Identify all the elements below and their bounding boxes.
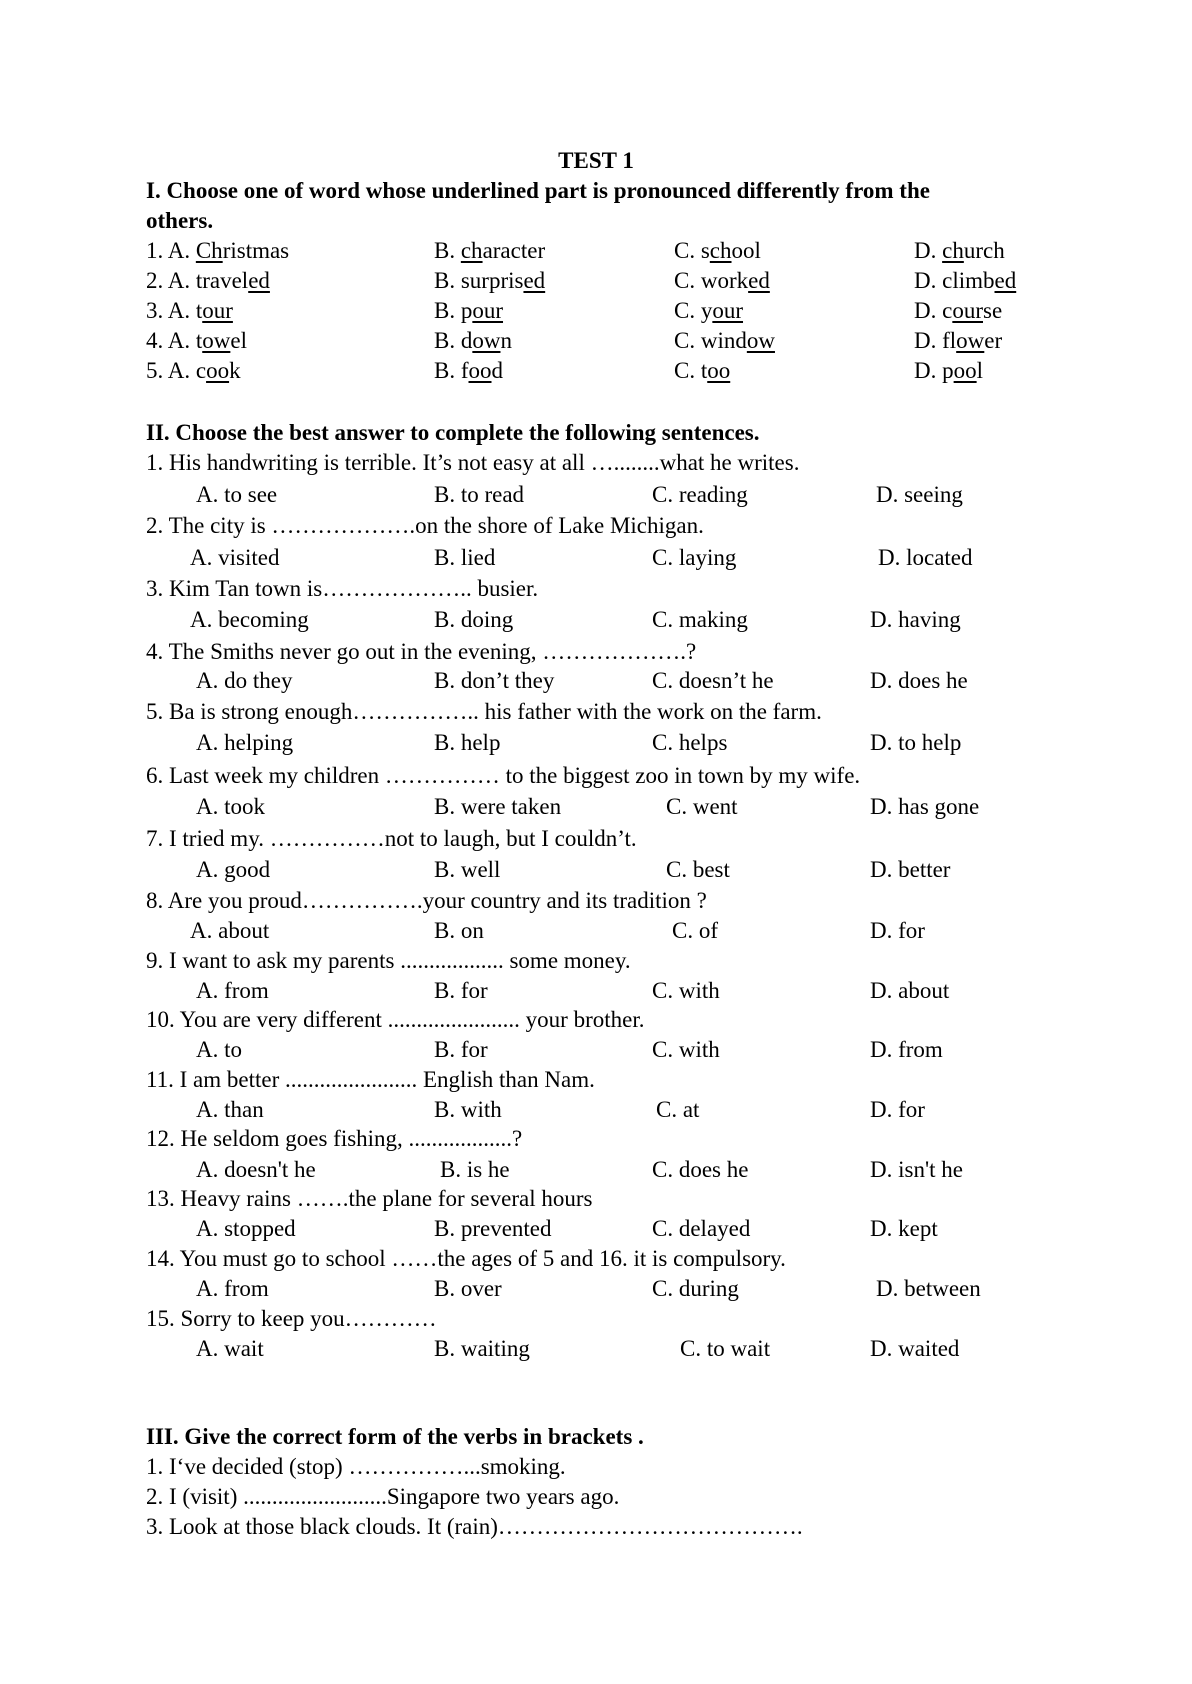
answer-option: B. help (434, 730, 501, 755)
pronunciation-option (914, 356, 983, 386)
answer-option: C. doesn’t he (652, 668, 774, 693)
answer-option: C. helps (652, 730, 728, 755)
underlined-part: Ch (195, 238, 223, 263)
answer-option: B. for (434, 1037, 488, 1062)
underlined-part: ow (956, 328, 985, 353)
answer-option: B. don’t they (434, 668, 555, 693)
option-text: C. wind (674, 328, 747, 353)
answer-option: A. good (196, 857, 271, 882)
answer-option: D. better (870, 857, 951, 882)
pronunciation-option (146, 296, 233, 326)
option-text: k (229, 358, 241, 383)
answer-option: C. during (652, 1276, 739, 1301)
question-text: 8. Are you proud…………….your country and its tradition ? (146, 888, 707, 913)
option-text: C. work (674, 268, 749, 293)
option-text: el (230, 328, 247, 353)
answer-option: D. kept (870, 1216, 938, 1241)
option-text: B. surpris (434, 268, 524, 293)
underlined-part: ed (748, 268, 770, 293)
answer-option: C. with (652, 1037, 720, 1062)
option-text: D. c (914, 298, 953, 323)
answer-option: A. from (196, 978, 269, 1003)
option-text: l (976, 358, 984, 383)
option-text: 3. A. t (146, 298, 203, 323)
underlined-part: ow (202, 328, 231, 353)
pronunciation-option (146, 356, 241, 386)
option-text: 5. A. c (146, 358, 207, 383)
option-text: D. p (914, 358, 954, 383)
underlined-part: ow (472, 328, 501, 353)
option-text: D. climb (914, 268, 995, 293)
answer-option: A. doesn't he (196, 1157, 316, 1182)
underlined-part: oo (953, 358, 977, 383)
option-text: B. p (434, 298, 473, 323)
answer-option: D. having (870, 607, 961, 632)
answer-options-row (0, 1334, 1192, 1364)
question-text: 9. I want to ask my parents .................. some money. (146, 948, 631, 973)
answer-option: D. does he (870, 668, 968, 693)
option-text: C. y (674, 298, 713, 323)
answer-option: B. is he (440, 1157, 510, 1182)
answer-options-row (0, 976, 1192, 1006)
answer-option: C. of (672, 918, 718, 943)
pronunciation-option (434, 326, 512, 356)
question-text: 14. You must go to school ……the ages of 5 and 16. it is compulsory. (146, 1246, 786, 1271)
question-text: 10. You are very different ....................... your brother. (146, 1007, 645, 1032)
underlined-part: ch (709, 238, 732, 263)
section2-heading: II. Choose the best answer to complete the following sentences. (146, 420, 760, 445)
answer-option: B. with (434, 1097, 502, 1122)
answer-options-row (0, 1155, 1192, 1185)
answer-option: C. to wait (680, 1336, 771, 1361)
answer-options-row (0, 1274, 1192, 1304)
answer-option: C. best (666, 857, 730, 882)
answer-options-row (0, 1095, 1192, 1125)
answer-option: B. lied (434, 545, 496, 570)
page-title: TEST 1 (558, 148, 634, 173)
pronunciation-option (674, 236, 761, 266)
option-text: C. s (674, 238, 710, 263)
pronunciation-option (146, 266, 270, 296)
answer-option: D. for (870, 1097, 925, 1122)
answer-option: D. between (876, 1276, 981, 1301)
pronunciation-option (914, 236, 1005, 266)
answer-option: D. to help (870, 730, 962, 755)
option-text: 4. A. t (146, 328, 203, 353)
answer-options-row (0, 1214, 1192, 1244)
underlined-part: ed (523, 268, 546, 293)
pronunciation-row (0, 326, 1192, 356)
answer-option: C. went (666, 794, 738, 819)
pronunciation-option (146, 326, 247, 356)
underlined-part: ow (746, 328, 775, 353)
answer-option: D. located (878, 545, 973, 570)
answer-option: C. making (652, 607, 748, 632)
question-text: 4. The Smiths never go out in the evening, ……………….? (146, 639, 697, 664)
underlined-part: our (712, 298, 744, 323)
answer-option: A. stopped (196, 1216, 296, 1241)
option-text: se (983, 298, 1003, 323)
pronunciation-option (434, 236, 545, 266)
answer-option: B. doing (434, 607, 514, 632)
answer-option: A. to (196, 1037, 242, 1062)
pronunciation-row (0, 356, 1192, 386)
option-text: B. f (434, 358, 469, 383)
pronunciation-option (434, 356, 503, 386)
answer-options-row (0, 855, 1192, 885)
option-text: aracter (482, 238, 546, 263)
option-text: ool (731, 238, 761, 263)
answer-option: D. about (870, 978, 950, 1003)
question-text: 6. Last week my children …………… to the biggest zoo in town by my wife. (146, 763, 861, 788)
answer-option: D. seeing (876, 482, 963, 507)
pronunciation-row (0, 236, 1192, 266)
answer-option: C. laying (652, 545, 737, 570)
question-text: 11. I am better ....................... English than Nam. (146, 1067, 595, 1092)
answer-option: C. at (656, 1097, 700, 1122)
option-text: ristmas (222, 238, 290, 263)
pronunciation-option (434, 266, 545, 296)
answer-option: D. waited (870, 1336, 960, 1361)
section3-item-1: 1. I‘ve decided (stop) ……………...smoking. (146, 1454, 566, 1479)
answer-option: A. visited (190, 545, 280, 570)
underlined-part: ch (942, 238, 964, 263)
question-text: 5. Ba is strong enough…………….. his father with the work on the farm. (146, 699, 822, 724)
pronunciation-option (914, 296, 1002, 326)
section3-heading: III. Give the correct form of the verbs in brackets . (146, 1424, 644, 1449)
answer-option: A. wait (196, 1336, 264, 1361)
option-text: urch (963, 238, 1005, 263)
option-text: D. (914, 238, 943, 263)
section1-heading-line2: others. (146, 208, 214, 233)
answer-option: C. delayed (652, 1216, 751, 1241)
answer-options-row (0, 480, 1192, 510)
answer-option: D. for (870, 918, 925, 943)
underlined-part: oo (468, 358, 492, 383)
answer-option: A. than (196, 1097, 264, 1122)
question-text: 3. Kim Tan town is……………….. busier. (146, 576, 539, 601)
underlined-part: oo (707, 358, 731, 383)
answer-options-row (0, 666, 1192, 696)
option-text: B. (434, 238, 461, 263)
answer-option: B. waiting (434, 1336, 530, 1361)
pronunciation-option (434, 296, 503, 326)
answer-option: D. isn't he (870, 1157, 963, 1182)
answer-options-row (0, 543, 1192, 573)
option-text: B. d (434, 328, 473, 353)
option-text: 2. A. travel (146, 268, 249, 293)
question-text: 7. I tried my. ……………not to laugh, but I couldn’t. (146, 826, 637, 851)
answer-options-row (0, 916, 1192, 946)
answer-option: B. well (434, 857, 501, 882)
underlined-part: ed (994, 268, 1017, 293)
answer-option: A. to see (196, 482, 278, 507)
answer-option: B. for (434, 978, 488, 1003)
pronunciation-option (914, 266, 1016, 296)
option-text: er (984, 328, 1003, 353)
answer-option: B. on (434, 918, 484, 943)
answer-option: C. with (652, 978, 720, 1003)
underlined-part: our (202, 298, 233, 323)
answer-option: B. prevented (434, 1216, 552, 1241)
question-text: 15. Sorry to keep you………… (146, 1306, 437, 1331)
section3-item-3: 3. Look at those black clouds. It (rain)…………………………………. (146, 1514, 803, 1539)
section3-item-2: 2. I (visit) .........................Singapore two years ago. (146, 1484, 620, 1509)
answer-option: B. to read (434, 482, 525, 507)
pronunciation-option (674, 296, 743, 326)
answer-option: A. from (196, 1276, 269, 1301)
answer-options-row (0, 728, 1192, 758)
answer-option: D. from (870, 1037, 943, 1062)
question-text: 2. The city is ……………….on the shore of Lake Michigan. (146, 513, 704, 538)
underlined-part: our (472, 298, 504, 323)
pronunciation-option (674, 356, 730, 386)
answer-option: D. has gone (870, 794, 980, 819)
answer-option: C. does he (652, 1157, 749, 1182)
answer-option: C. reading (652, 482, 748, 507)
pronunciation-option (146, 236, 289, 266)
underlined-part: ed (248, 268, 270, 293)
pronunciation-option (674, 266, 770, 296)
answer-option: A. took (196, 794, 265, 819)
underlined-part: ch (460, 238, 483, 263)
answer-options-row (0, 1035, 1192, 1065)
underlined-part: oo (206, 358, 230, 383)
underlined-part: our (952, 298, 983, 323)
pronunciation-row (0, 266, 1192, 296)
answer-options-row (0, 605, 1192, 635)
option-text: d (491, 358, 503, 383)
answer-option: B. over (434, 1276, 502, 1301)
option-text: D. fl (914, 328, 957, 353)
answer-option: A. helping (196, 730, 294, 755)
pronunciation-option (674, 326, 775, 356)
question-text: 1. His handwriting is terrible. It’s not easy at all …........what he writes. (146, 450, 800, 475)
section1-heading-line1: I. Choose one of word whose underlined part is pronounced differently from the (146, 178, 930, 203)
option-text: 1. A. (146, 238, 196, 263)
question-text: 12. He seldom goes fishing, ..................? (146, 1126, 523, 1151)
pronunciation-row (0, 296, 1192, 326)
pronunciation-option (914, 326, 1002, 356)
answer-option: A. about (190, 918, 270, 943)
answer-option: A. do they (196, 668, 293, 693)
answer-option: A. becoming (190, 607, 309, 632)
question-text: 13. Heavy rains …….the plane for several hours (146, 1186, 593, 1211)
option-text: n (500, 328, 512, 353)
answer-options-row (0, 792, 1192, 822)
answer-option: B. were taken (434, 794, 562, 819)
option-text: C. t (674, 358, 708, 383)
